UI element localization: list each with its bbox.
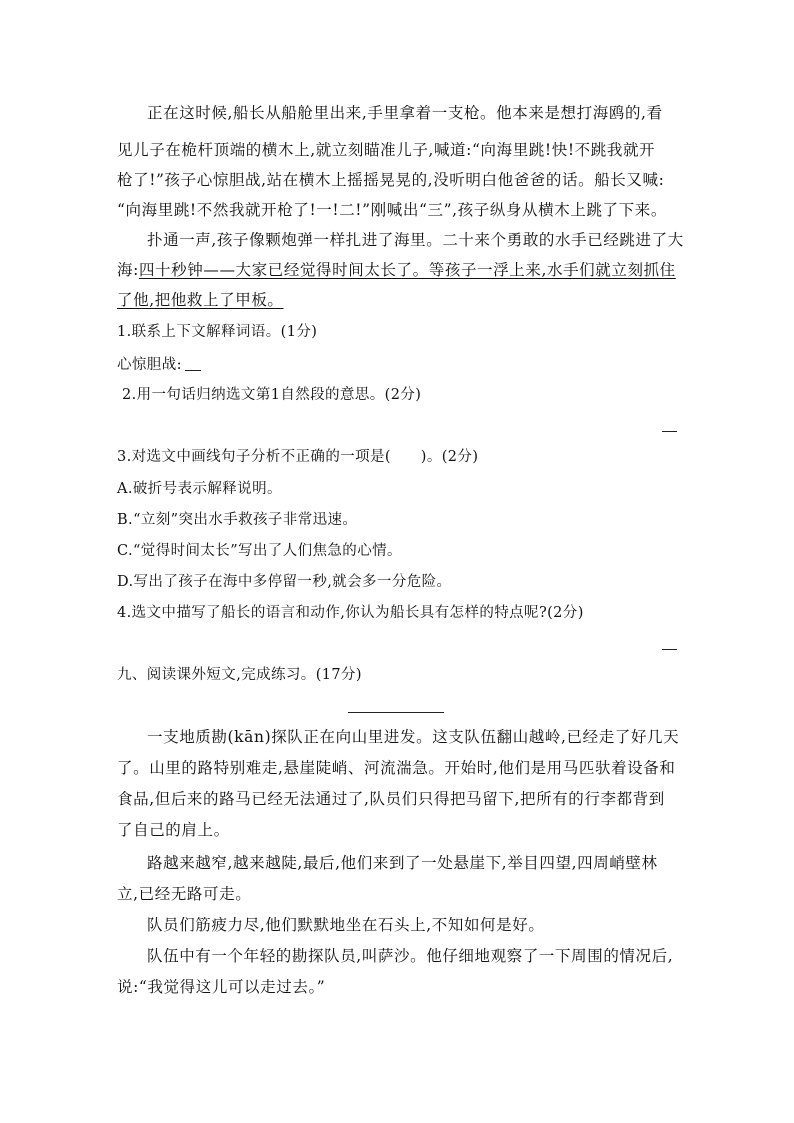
section-9-heading: 九、阅读课外短文,完成练习。(17分) — [117, 667, 362, 683]
passage1-line-2: 见儿子在桅杆顶端的横木上,就立刻瞄准儿子,喊道:“向海里跳!快!不跳我就开 — [117, 141, 656, 159]
question-4: 4.选文中描写了船长的语言和动作,你认为船长具有怎样的特点呢?(2分) — [117, 605, 584, 621]
question-2: 2.用一句话归纳选文第1自然段的意思。(2分) — [122, 387, 422, 403]
story-p1-line-2: 了。山里的路特别难走,悬崖陡峭、河流湍急。开始时,他们是用马匹驮着设备和 — [117, 759, 676, 777]
question-1: 1.联系上下文解释词语。(1分) — [117, 324, 318, 340]
story-p1-line-4: 了自己的肩上。 — [117, 821, 230, 839]
title-blank[interactable] — [348, 712, 444, 713]
answer-blank-q2[interactable] — [662, 431, 677, 432]
answer-blank-q1[interactable] — [185, 370, 201, 371]
question-1-term: 心惊胆战: — [117, 357, 182, 373]
underlined-sentence-end: 了他,把他救上了甲板。 — [117, 291, 284, 309]
question-3: 3.对选文中画线句子分析不正确的一项是( )。(2分) — [117, 449, 479, 465]
story-p1-line-1: 一支地质勘(kān)探队正在向山里进发。这支队伍翻山越岭,已经走了好几天 — [147, 728, 680, 746]
passage1-line-1: 正在这时候,船长从船舱里出来,手里拿着一支枪。他本来是想打海鸥的,看 — [147, 104, 663, 122]
question-3-option-a: A.破折号表示解释说明。 — [117, 481, 282, 497]
passage1-line-4: “向海里跳!不然我就开枪了!一!二!”刚喊出“三”,孩子纵身从横木上跳了下来。 — [117, 201, 667, 219]
passage2-line-1: 扑通一声,孩子像颗炮弹一样扎进了海里。二十来个勇敢的水手已经跳进了大 — [147, 231, 684, 249]
answer-blank-q4[interactable] — [662, 649, 677, 650]
story-p3-line-1: 队员们筋疲力尽,他们默默地坐在石头上,不知如何是好。 — [147, 916, 545, 934]
question-3-option-c: C.“觉得时间太长”写出了人们焦急的心情。 — [117, 543, 402, 559]
story-p2-line-2: 立,已经无路可走。 — [117, 885, 252, 903]
underlined-sentence: 四十秒钟——大家已经觉得时间太长了。等孩子一浮上来,水手们就立刻抓住 — [138, 261, 676, 279]
question-3-option-b: B.“立刻”突出水手救孩子非常迅速。 — [117, 512, 358, 528]
passage1-line-3: 枪了!”孩子心惊胆战,站在横木上摇摇晃晃的,没听明白他爸爸的话。船长又喊: — [117, 171, 665, 189]
story-p4-line-2: 说:“我觉得这儿可以走过去。” — [117, 978, 326, 996]
question-3-option-d: D.写出了孩子在海中多停留一秒,就会多一分危险。 — [117, 574, 452, 590]
passage2-line-2 — [117, 260, 677, 280]
story-p4-line-1: 队伍中有一个年轻的勘探队员,叫萨沙。他仔细地观察了一下周围的情况后, — [147, 947, 674, 965]
passage2-line-3 — [117, 290, 677, 310]
story-p1-line-3: 食品,但后来的路马已经无法通过了,队员们只得把马留下,把所有的行李都背到 — [117, 790, 665, 808]
passage2-plain-text: 海: — [117, 261, 139, 279]
story-p2-line-1: 路越来越窄,越来越陡,最后,他们来到了一处悬崖下,举目四望,四周峭壁林 — [147, 854, 658, 872]
